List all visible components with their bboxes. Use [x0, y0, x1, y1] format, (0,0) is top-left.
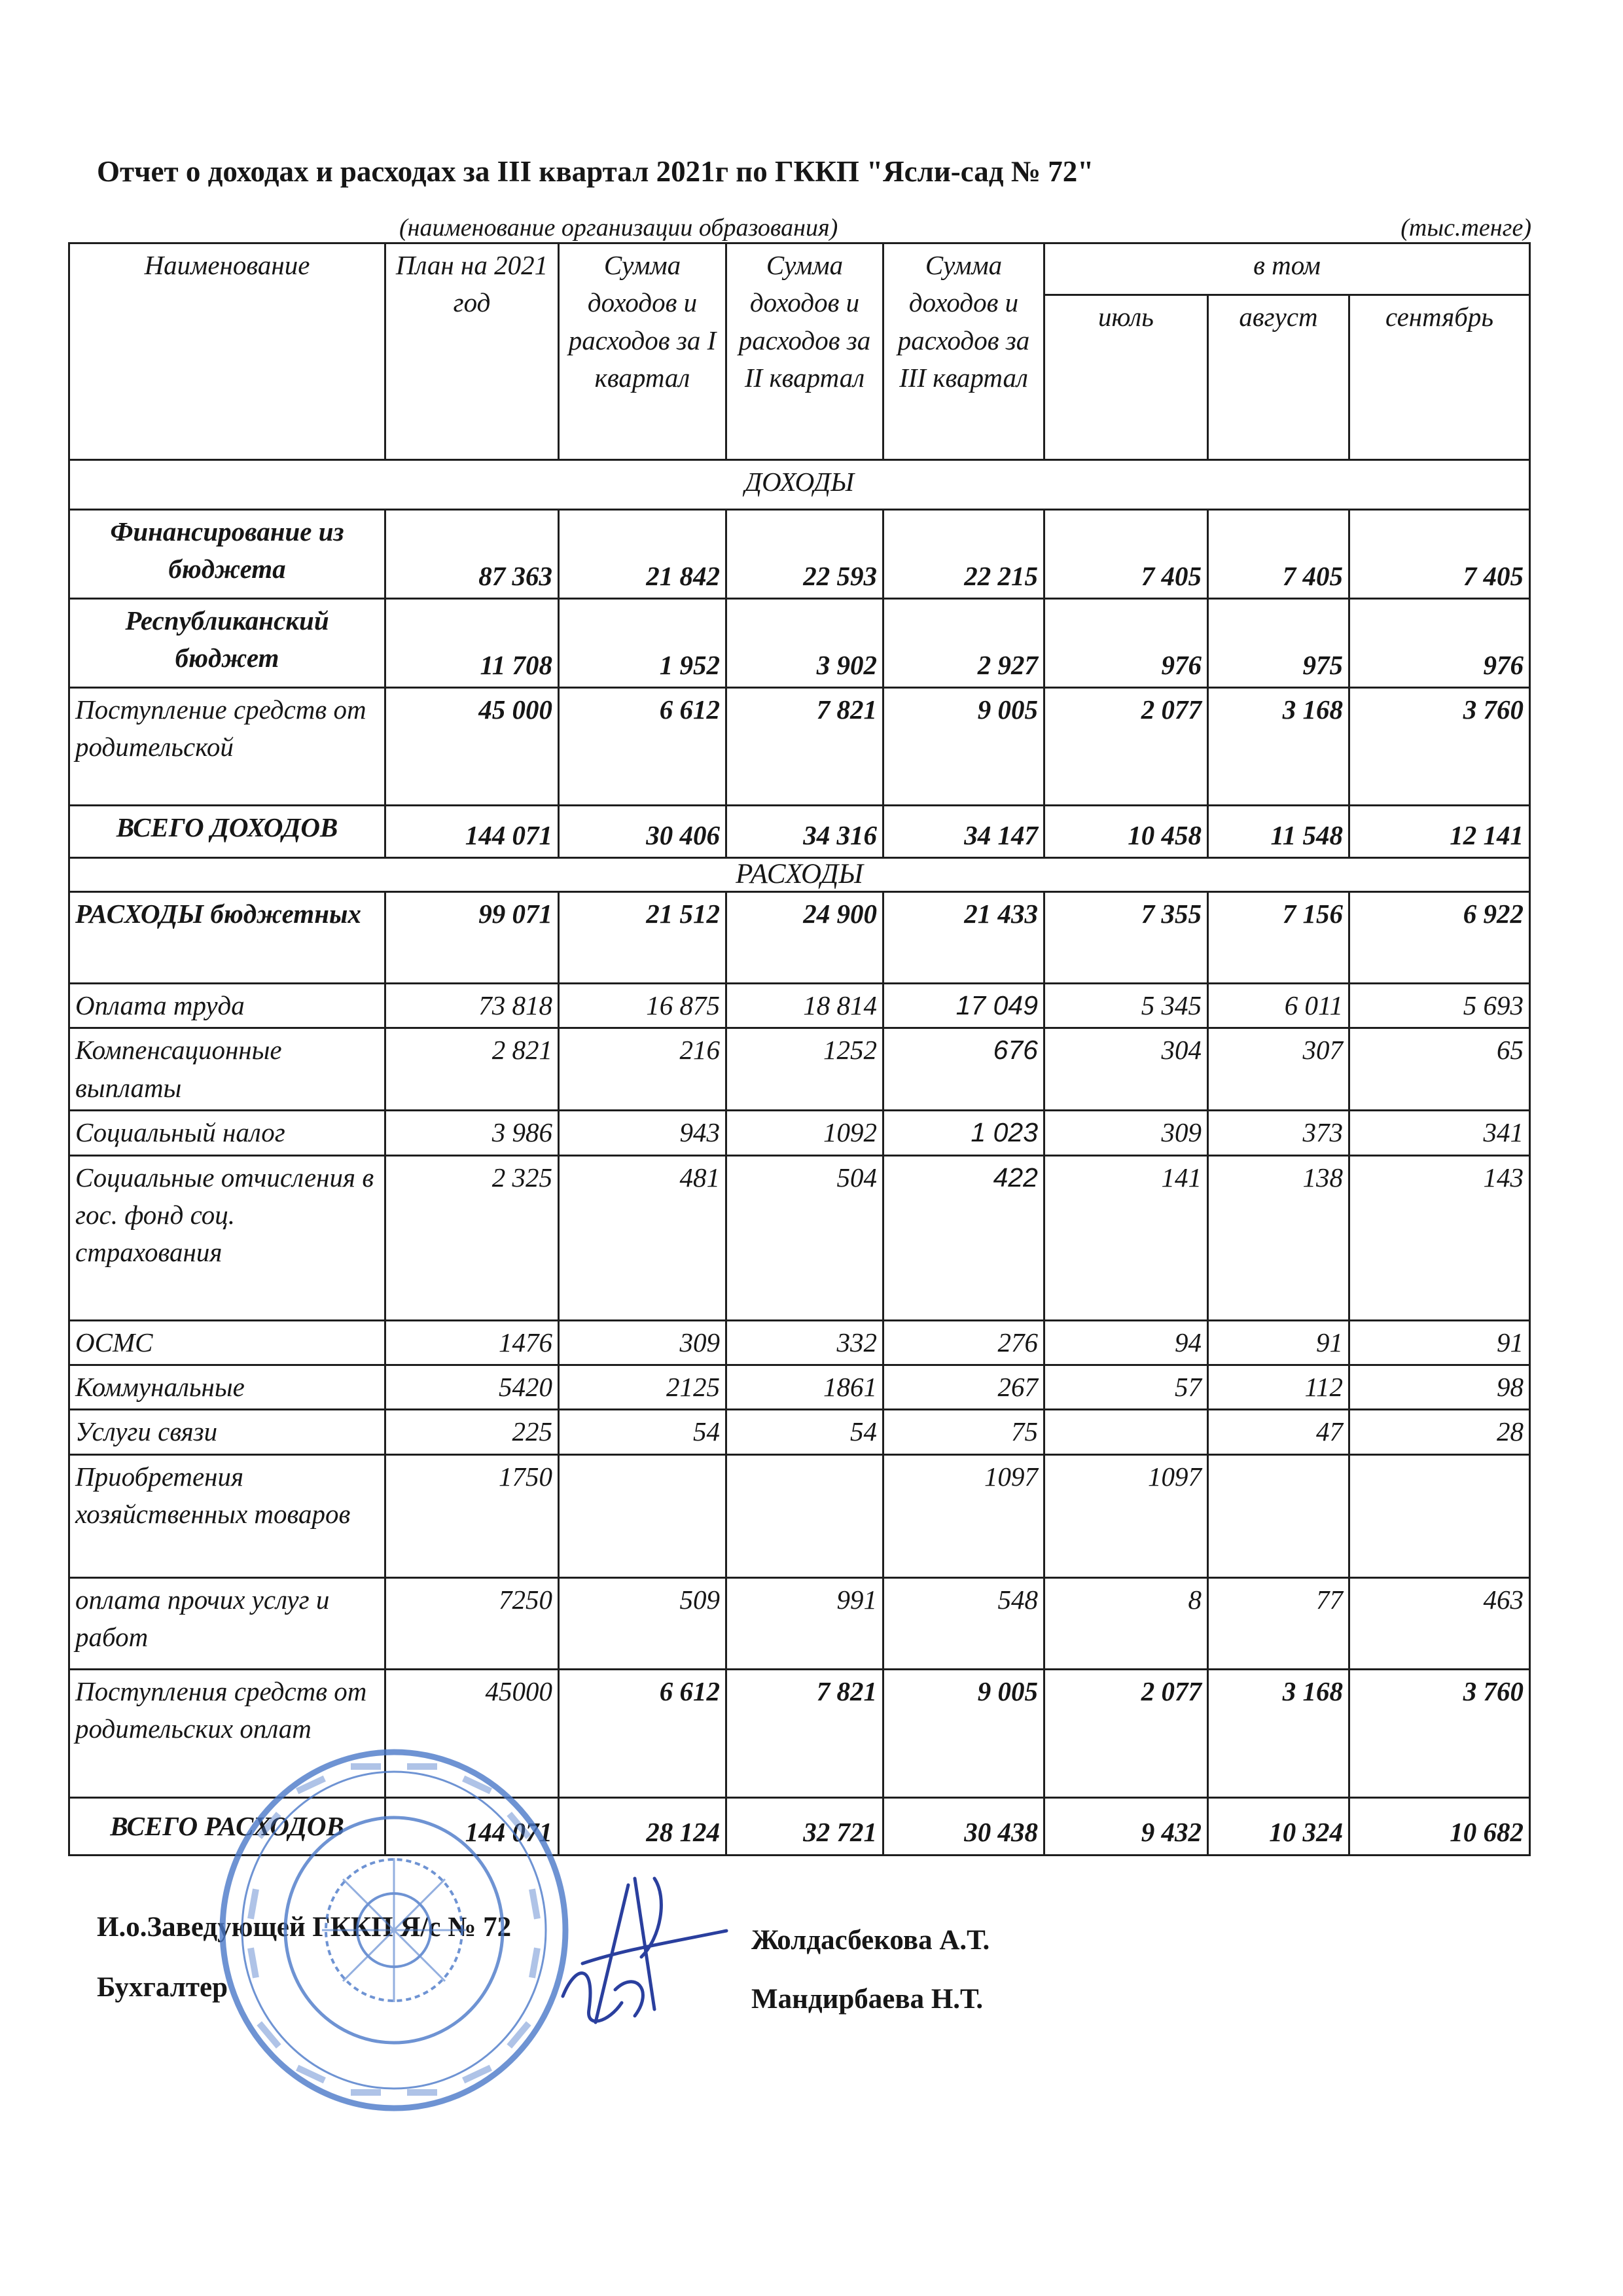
cell-q3: 1 023 [883, 1111, 1044, 1155]
cell-september: 976 [1349, 599, 1530, 688]
row-name: ВСЕГО РАСХОДОВ [69, 1797, 385, 1855]
row-name: Социальный налог [69, 1111, 385, 1155]
header-q1: Сумма доходов и расходов за I квартал [559, 243, 726, 460]
row-name: РАСХОДЫ бюджетных [69, 892, 385, 984]
table-row [69, 510, 1530, 599]
table-row [69, 688, 1530, 806]
row-name: Коммунальные [69, 1365, 385, 1409]
cell-september: 12 141 [1349, 806, 1530, 858]
cell-august: 112 [1208, 1365, 1349, 1409]
table-row [69, 1155, 1530, 1320]
cell-q2: 3 902 [726, 599, 883, 688]
cell-q3: 75 [883, 1410, 1044, 1454]
cell-july: 1097 [1044, 1454, 1208, 1577]
cell-july: 2 077 [1044, 1669, 1208, 1797]
report-title: Отчет о доходах и расходах за III квартал 2021г по ГККП "Ясли-сад № 72" [97, 155, 1094, 188]
cell-q1: 16 875 [559, 984, 726, 1028]
cell-september: 65 [1349, 1028, 1530, 1111]
cell-q2: 1252 [726, 1028, 883, 1111]
accountant-label: Бухгалтер [97, 1972, 228, 2003]
row-name: Компенсационные выплаты [69, 1028, 385, 1111]
cell-plan: 1750 [385, 1454, 559, 1577]
cell-july: 976 [1044, 599, 1208, 688]
header-name: Наименование [69, 243, 385, 460]
cell-q2: 34 316 [726, 806, 883, 858]
row-name: Республиканский бюджет [69, 599, 385, 688]
cell-plan: 7250 [385, 1577, 559, 1669]
cell-plan: 2 821 [385, 1028, 559, 1111]
cell-august: 7 156 [1208, 892, 1349, 984]
cell-q2: 991 [726, 1577, 883, 1669]
cell-july: 141 [1044, 1155, 1208, 1320]
cell-q1: 28 124 [559, 1797, 726, 1855]
income-total-row [69, 806, 1530, 858]
table-row [69, 1577, 1530, 1669]
row-name: Поступление средств от родительской [69, 688, 385, 806]
cell-august: 7 405 [1208, 510, 1349, 599]
cell-august: 3 168 [1208, 1669, 1349, 1797]
income-expense-table [68, 242, 1531, 1856]
row-name: ВСЕГО ДОХОДОВ [69, 806, 385, 858]
cell-q1: 6 612 [559, 1669, 726, 1797]
cell-q1: 2125 [559, 1365, 726, 1409]
signature-icon [556, 1859, 753, 2042]
cell-plan: 144 071 [385, 1797, 559, 1855]
cell-q3: 422 [883, 1155, 1044, 1320]
cell-q1: 943 [559, 1111, 726, 1155]
accountant-name: Мандирбаева Н.Т. [751, 1984, 984, 2015]
cell-july: 304 [1044, 1028, 1208, 1111]
caption-line [72, 213, 1531, 246]
cell-q2: 332 [726, 1320, 883, 1365]
table-row [69, 1454, 1530, 1577]
cell-q2: 32 721 [726, 1797, 883, 1855]
row-name: Оплата труда [69, 984, 385, 1028]
cell-q3: 548 [883, 1577, 1044, 1669]
cell-q3: 34 147 [883, 806, 1044, 858]
cell-plan: 225 [385, 1410, 559, 1454]
cell-july: 7 355 [1044, 892, 1208, 984]
cell-q2: 54 [726, 1410, 883, 1454]
cell-q2: 1861 [726, 1365, 883, 1409]
cell-september: 6 922 [1349, 892, 1530, 984]
cell-august: 3 168 [1208, 688, 1349, 806]
cell-august: 11 548 [1208, 806, 1349, 858]
cell-september: 7 405 [1349, 510, 1530, 599]
cell-q2: 7 821 [726, 1669, 883, 1797]
cell-september: 5 693 [1349, 984, 1530, 1028]
cell-q2 [726, 1454, 883, 1577]
table-row [69, 984, 1530, 1028]
cell-august: 975 [1208, 599, 1349, 688]
header-july: июль [1044, 295, 1208, 460]
row-name: Услуги связи [69, 1410, 385, 1454]
cell-plan: 3 986 [385, 1111, 559, 1155]
row-name: Финансирование из бюджета [69, 510, 385, 599]
header-september: сентябрь [1349, 295, 1530, 460]
cell-q3: 276 [883, 1320, 1044, 1365]
cell-q3: 676 [883, 1028, 1044, 1111]
cell-q3: 1097 [883, 1454, 1044, 1577]
cell-september: 3 760 [1349, 1669, 1530, 1797]
cell-august: 77 [1208, 1577, 1349, 1669]
cell-q1: 509 [559, 1577, 726, 1669]
header-q3: Сумма доходов и расходов за III квартал [883, 243, 1044, 460]
cell-august: 373 [1208, 1111, 1349, 1155]
cell-september: 10 682 [1349, 1797, 1530, 1855]
cell-plan: 99 071 [385, 892, 559, 984]
header-plan: План на 2021 год [385, 243, 559, 460]
table-row [69, 599, 1530, 688]
cell-q3: 22 215 [883, 510, 1044, 599]
cell-q3: 21 433 [883, 892, 1044, 984]
cell-july: 8 [1044, 1577, 1208, 1669]
cell-q1: 54 [559, 1410, 726, 1454]
cell-plan: 45000 [385, 1669, 559, 1797]
cell-july: 57 [1044, 1365, 1208, 1409]
expense-section-title: РАСХОДЫ [69, 858, 1530, 892]
cell-plan: 11 708 [385, 599, 559, 688]
cell-september: 91 [1349, 1320, 1530, 1365]
cell-september [1349, 1454, 1530, 1577]
cell-q1: 21 512 [559, 892, 726, 984]
cell-plan: 1476 [385, 1320, 559, 1365]
cell-q1: 309 [559, 1320, 726, 1365]
cell-plan: 87 363 [385, 510, 559, 599]
cell-august: 47 [1208, 1410, 1349, 1454]
cell-september: 463 [1349, 1577, 1530, 1669]
table-row [69, 1410, 1530, 1454]
cell-q3: 30 438 [883, 1797, 1044, 1855]
cell-plan: 45 000 [385, 688, 559, 806]
head-label: И.о.Заведующей ГККП Я/с № 72 [97, 1912, 512, 1943]
cell-july: 5 345 [1044, 984, 1208, 1028]
cell-september: 98 [1349, 1365, 1530, 1409]
cell-q1: 481 [559, 1155, 726, 1320]
cell-q1: 30 406 [559, 806, 726, 858]
row-name: ОСМС [69, 1320, 385, 1365]
cell-q2: 504 [726, 1155, 883, 1320]
cell-q2: 22 593 [726, 510, 883, 599]
table-row [69, 1111, 1530, 1155]
cell-july: 2 077 [1044, 688, 1208, 806]
cell-july: 9 432 [1044, 1797, 1208, 1855]
cell-q3: 17 049 [883, 984, 1044, 1028]
header-v-tom: в том [1044, 243, 1530, 295]
cell-q1: 6 612 [559, 688, 726, 806]
cell-q3: 9 005 [883, 1669, 1044, 1797]
cell-plan: 73 818 [385, 984, 559, 1028]
cell-q2: 1092 [726, 1111, 883, 1155]
table-row [69, 1028, 1530, 1111]
table-row [69, 892, 1530, 984]
row-name: Приобретения хозяйственных товаров [69, 1454, 385, 1577]
head-name: Жолдасбекова А.Т. [751, 1925, 990, 1956]
unit-caption: (тыс.тенге) [1400, 214, 1531, 242]
cell-september: 143 [1349, 1155, 1530, 1320]
row-name: Социальные отчисления в гос. фонд соц. страхования [69, 1155, 385, 1320]
cell-q3: 9 005 [883, 688, 1044, 806]
cell-august: 91 [1208, 1320, 1349, 1365]
cell-q3: 267 [883, 1365, 1044, 1409]
cell-july: 10 458 [1044, 806, 1208, 858]
header-august: август [1208, 295, 1349, 460]
cell-q2: 24 900 [726, 892, 883, 984]
cell-august: 10 324 [1208, 1797, 1349, 1855]
table-row [69, 1320, 1530, 1365]
cell-august: 138 [1208, 1155, 1349, 1320]
cell-august: 6 011 [1208, 984, 1349, 1028]
cell-july: 7 405 [1044, 510, 1208, 599]
income-section-title: ДОХОДЫ [69, 460, 1530, 510]
cell-q2: 7 821 [726, 688, 883, 806]
row-name: Поступления средств от родительских оплат [69, 1669, 385, 1797]
org-caption: (наименование организации образования) [399, 214, 838, 242]
cell-q1: 1 952 [559, 599, 726, 688]
cell-july: 309 [1044, 1111, 1208, 1155]
cell-september: 341 [1349, 1111, 1530, 1155]
cell-q1: 21 842 [559, 510, 726, 599]
cell-plan: 2 325 [385, 1155, 559, 1320]
cell-q1: 216 [559, 1028, 726, 1111]
row-name: оплата прочих услуг и работ [69, 1577, 385, 1669]
cell-q2: 18 814 [726, 984, 883, 1028]
cell-august: 307 [1208, 1028, 1349, 1111]
organization-stamp-icon [211, 1744, 577, 2117]
cell-july: 94 [1044, 1320, 1208, 1365]
cell-september: 28 [1349, 1410, 1530, 1454]
cell-plan: 5420 [385, 1365, 559, 1409]
cell-plan: 144 071 [385, 806, 559, 858]
cell-july [1044, 1410, 1208, 1454]
cell-august [1208, 1454, 1349, 1577]
cell-september: 3 760 [1349, 688, 1530, 806]
table-row [69, 1365, 1530, 1409]
header-q2: Сумма доходов и расходов за II квартал [726, 243, 883, 460]
cell-q1 [559, 1454, 726, 1577]
cell-q3: 2 927 [883, 599, 1044, 688]
